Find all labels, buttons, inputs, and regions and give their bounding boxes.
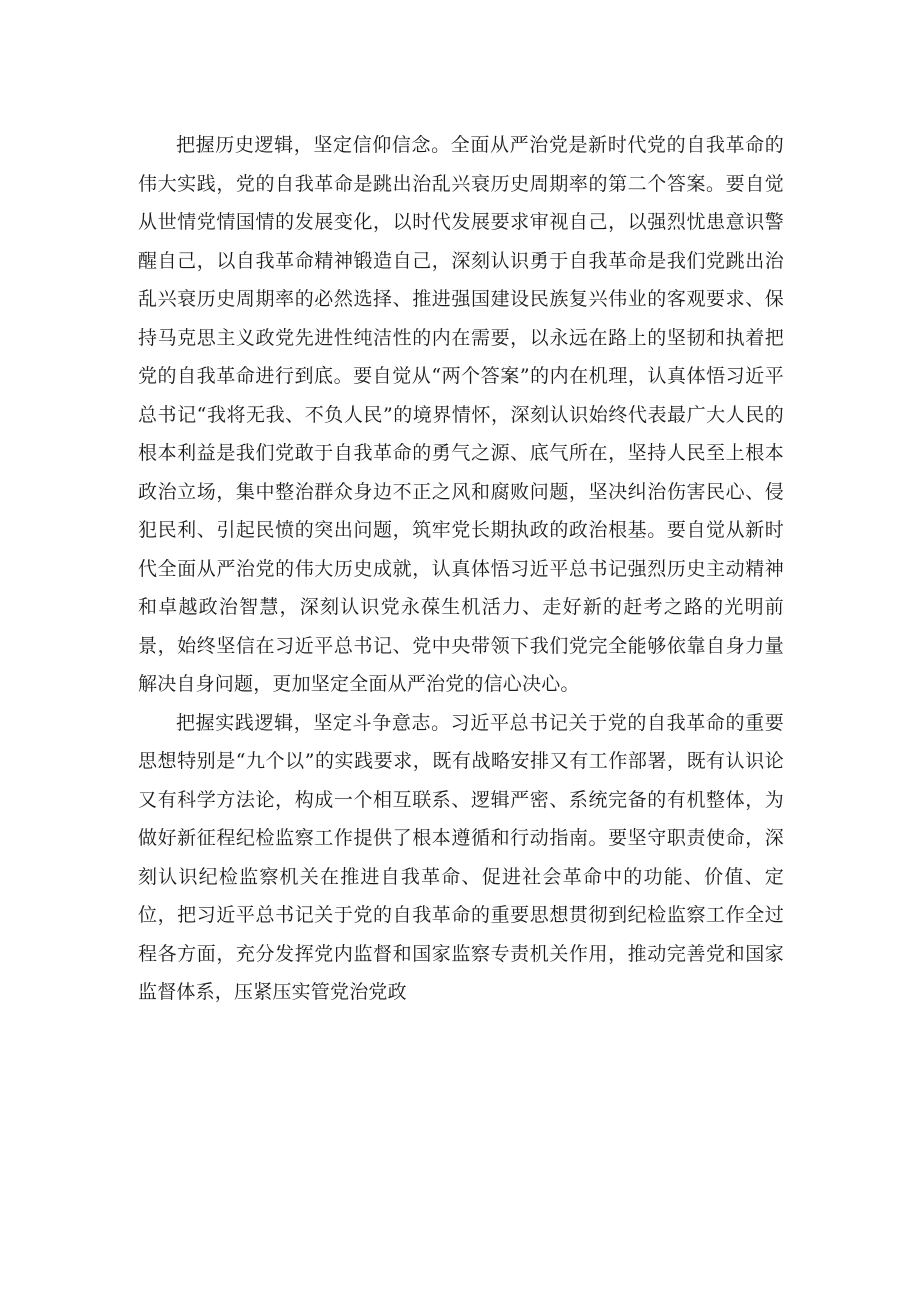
document-body xyxy=(138,126,784,1012)
paragraph-history-logic: 把握历史逻辑，坚定信仰信念。全面从严治党是新时代党的自我革命的伟大实践，党的自我革命是跳出治乱兴衰历史周期率的第二个答案。要自觉从世情党情国情的发展变化，以时代发展要求审视自己，以强烈忧患意识警醒自己，以自我革命精神锻造自己，深刻认识勇于自我革命是我们党跳出治乱兴衰历史周期率的必然选择、推进强国建设民族复兴伟业的客观要求、保持马克思主义政党先进性纯洁性的内在需要，以永远在路上的坚韧和执着把党的自我革命进行到底。要自觉从“两个答案”的内在机理，认真体悟习近平总书记“我将无我、不负人民”的境界情怀，深刻认识始终代表最广大人民的根本利益是我们党敢于自我革命的勇气之源、底气所在，坚持人民至上根本政治立场，集中整治群众身边不正之风和腐败问题，坚决纠治伤害民心、侵犯民利、引起民愤的突出问题，筑牢党长期执政的政治根基。要自觉从新时代全面从严治党的伟大历史成就，认真体悟习近平总书记强烈历史主动精神和卓越政治智慧，深刻认识党永葆生机活力、走好新的赶考之路的光明前景，始终坚信在习近平总书记、党中央带领下我们党完全能够依靠自身力量解决自身问题，更加坚定全面从严治党的信心决心。 xyxy=(138,134,784,695)
paragraph-practice-logic: 把握实践逻辑，坚定斗争意志。习近平总书记关于党的自我革命的重要思想特别是“九个以”的实践要求，既有战略安排又有工作部署，既有认识论又有科学方法论，构成一个相互联系、逻辑严密、系统完备的有机整体，为做好新征程纪检监察工作提供了根本遵循和行动指南。要坚守职责使命，深刻认识纪检监察机关在推进自我革命、促进社会革命中的功能、价值、定位，把习近平总书记关于党的自我革命的重要思想贯彻到纪检监察工作全过程各方面，充分发挥党内监督和国家监察专责机关作用，推动完善党和国家监督体系，压紧压实管党治党政 xyxy=(138,711,784,1003)
